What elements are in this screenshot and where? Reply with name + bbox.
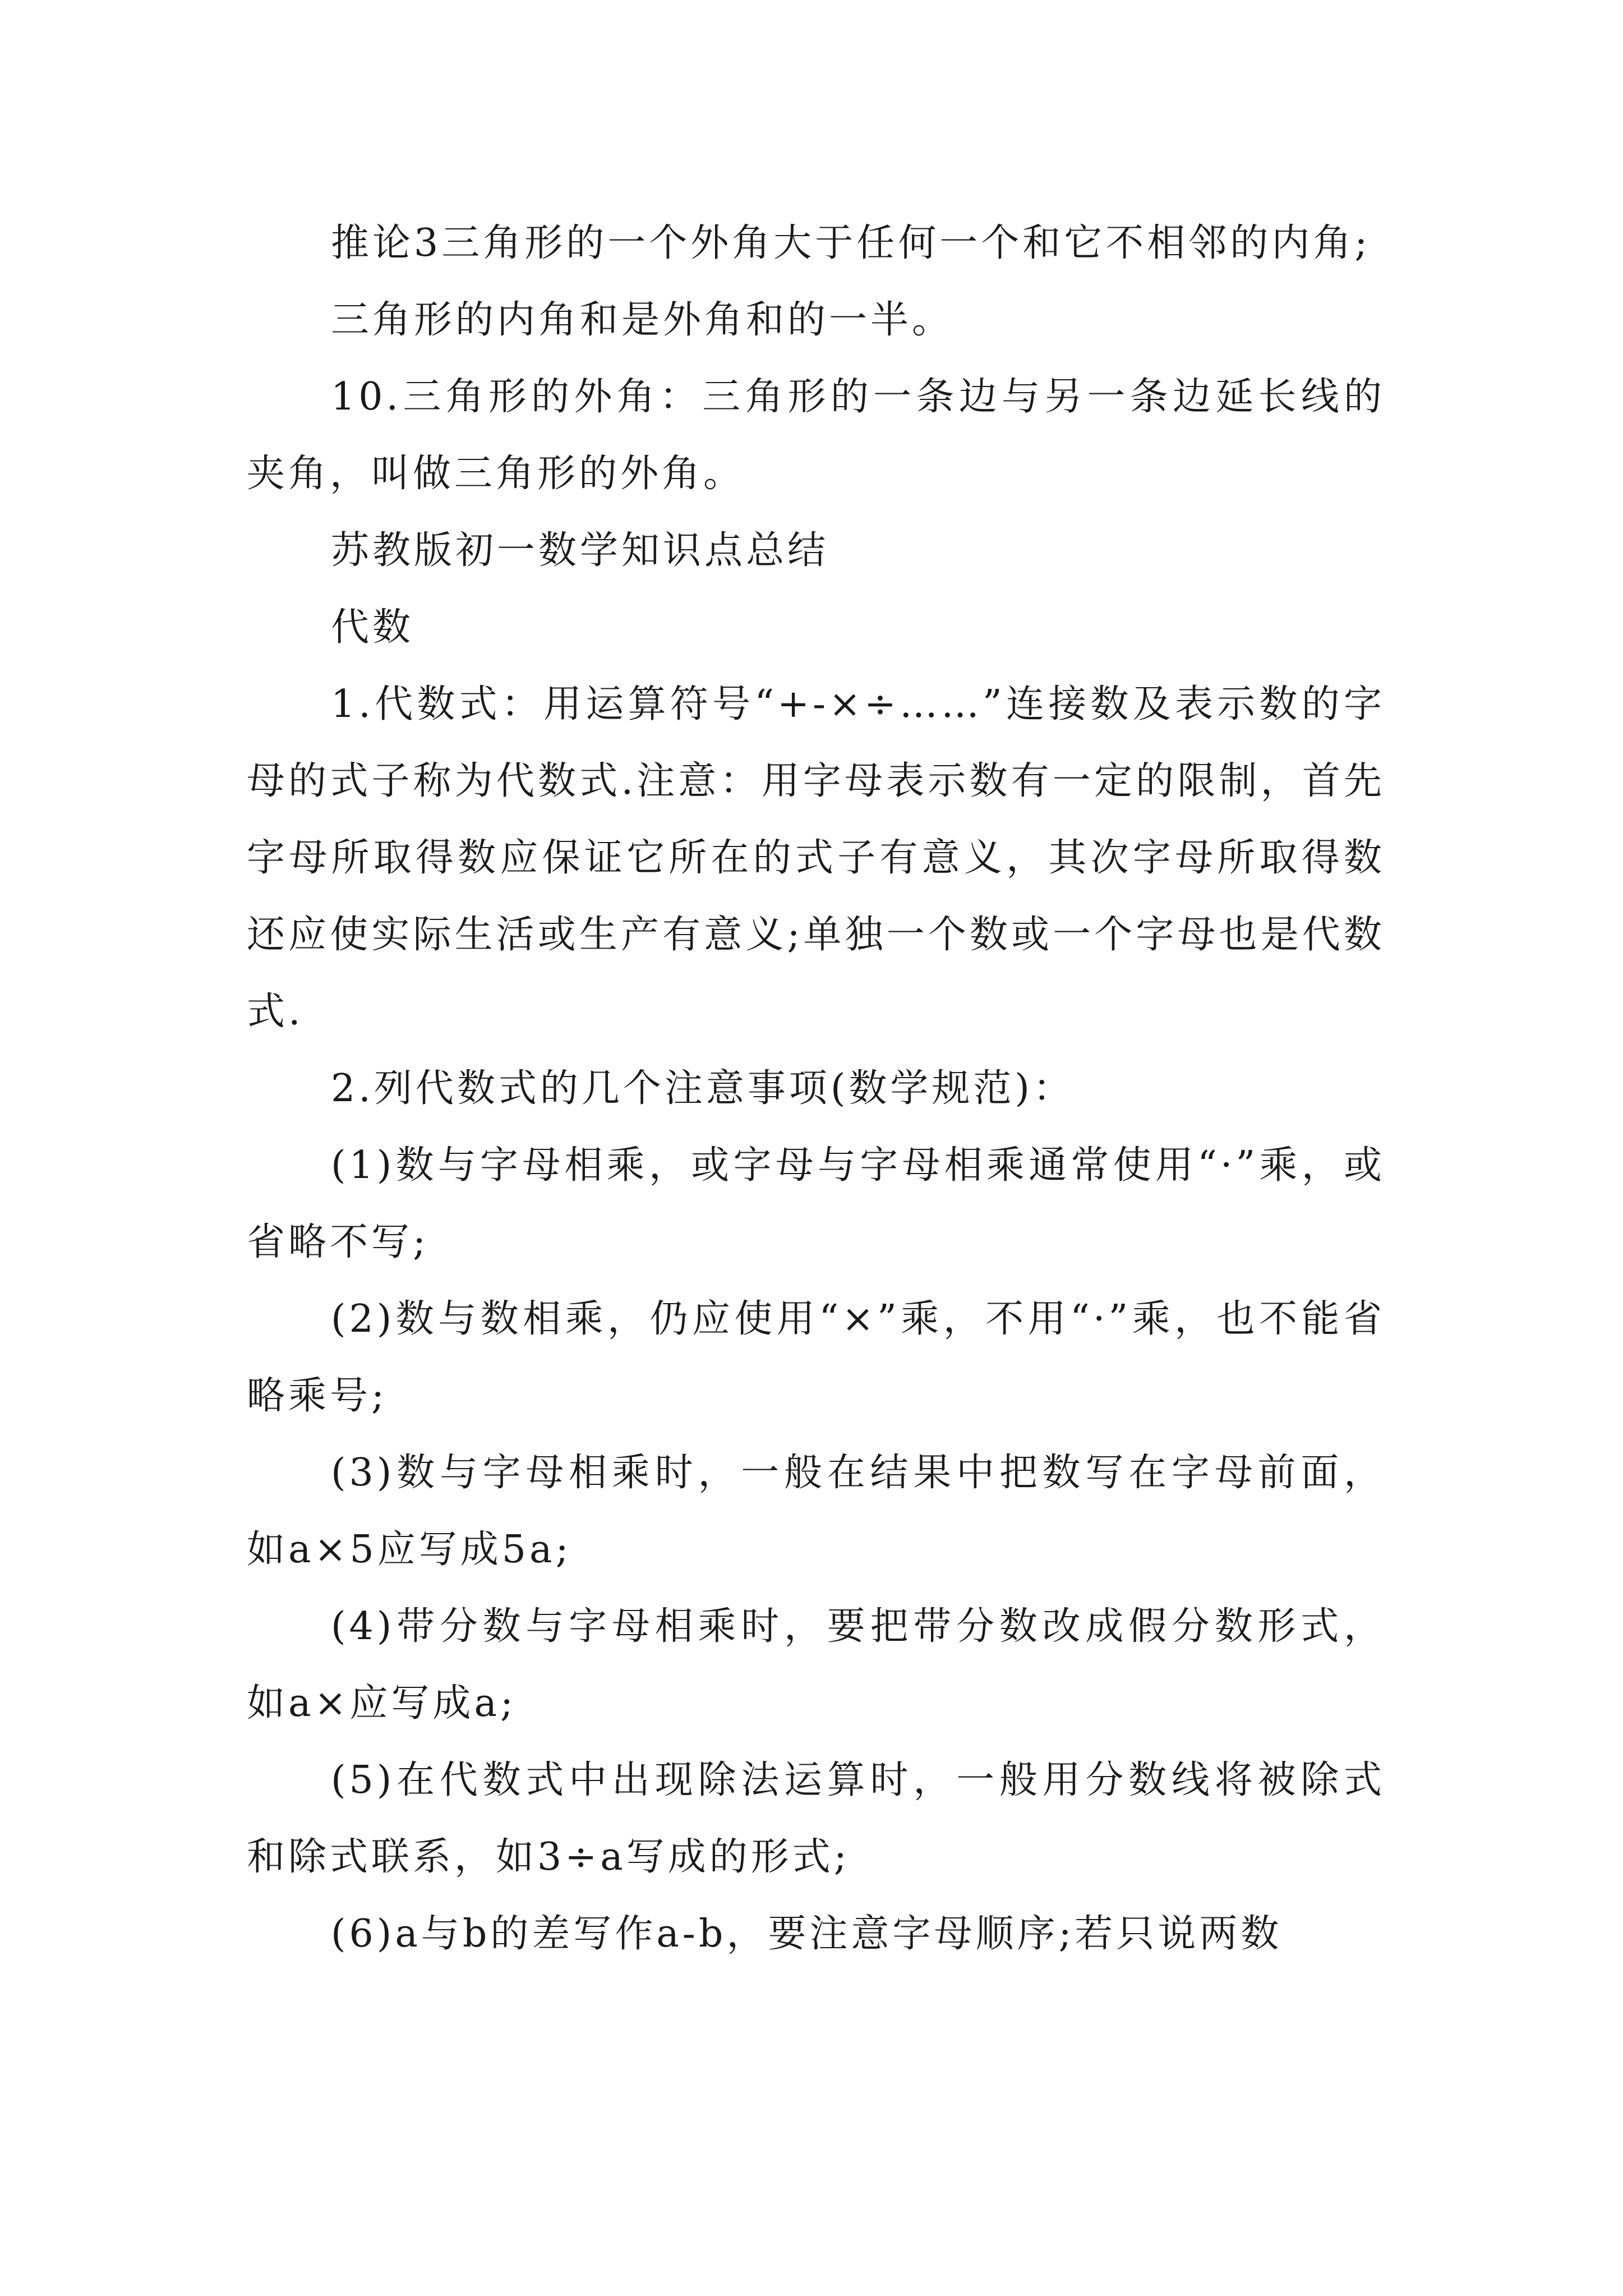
list-item-note-1: (1)数与字母相乘，或字母与字母相乘通常使用“·”乘，或省略不写; xyxy=(247,1143,1385,1264)
paragraph-notes-heading: 2.列代数式的几个注意事项(数学规范)： xyxy=(331,1066,1075,1111)
paragraph-angle-sum: 三角形的内角和是外角和的一半。 xyxy=(331,298,954,342)
paragraph-algebraic-expression: 1.代数式：用运算符号“+-×÷……”连接数及表示数的字母的式子称为代数式.注意：用字母表示数有一定的限制，首先字母所取得数应保证它所在的式子有意义，其次字母所取得数还应使实际生活或生产有意义;单独一个数或一个字母也是代数式. xyxy=(247,682,1385,1034)
list-item-note-6: (6)a与b的差写作a-b，要注意字母顺序;若只说两数 xyxy=(331,1912,1283,1956)
subsection-heading-algebra: 代数 xyxy=(331,605,414,650)
paragraph-exterior-angle: 10.三角形的外角：三角形的一条边与另一条边延长线的夹角，叫做三角形的外角。 xyxy=(247,375,1385,496)
document-body xyxy=(247,205,1385,1972)
list-item-note-2: (2)数与数相乘，仍应使用“×”乘，不用“·”乘，也不能省略乘号; xyxy=(247,1297,1385,1418)
list-item-note-4: (4)带分数与字母相乘时，要把带分数改成假分数形式，如a×应写成a; xyxy=(247,1604,1385,1726)
section-heading: 苏教版初一数学知识点总结 xyxy=(331,528,829,573)
paragraph-corollary-3: 推论3三角形的一个外角大于任何一个和它不相邻的内角; xyxy=(331,221,1371,265)
list-item-note-5: (5)在代数式中出现除法运算时，一般用分数线将被除式和除式联系，如3÷a写成的形式; xyxy=(247,1758,1385,1879)
list-item-note-3: (3)数与字母相乘时，一般在结果中把数写在字母前面，如a×5应写成5a; xyxy=(247,1451,1385,1572)
